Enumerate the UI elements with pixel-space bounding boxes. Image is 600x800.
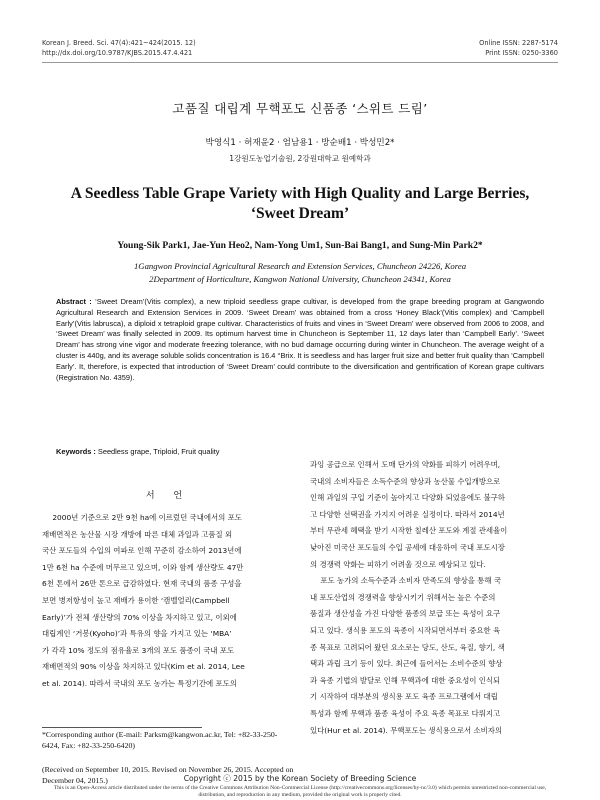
abstract: [56, 297, 544, 383]
body-line: 낮아진 미국산 포도들의 수입 공세에 대응하여 국내 포도시장: [310, 542, 505, 552]
license-notice: This is an Open-Access article distributed under the terms of the Creative Commons Attribution Non-Commercial License (http://creativecommons.org/licenses/by-nc/3.0) which permits unrestricted non-commercial use, distribution, and reproduction in any medium, provided the original work is properly cited.: [53, 785, 547, 798]
english-title-line-1: A Seedless Table Grape Variety with High Quality and Large Berries,: [70, 185, 530, 202]
english-title-line-2: ‘Sweet Dream’: [250, 205, 350, 222]
body-column-right: [310, 457, 560, 739]
english-authors: Young-Sik Park1, Jae-Yun Heo2, Nam-Yong Um1, Sun-Bai Bang1, and Sung-Min Park2*: [117, 240, 483, 251]
keywords: [56, 447, 544, 456]
copyright-notice: Copyright ⓒ 2015 by the Korean Society of Breeding Science: [183, 774, 417, 783]
body-line: 인해 과일의 구입 기준이 높아지고 다양화 되었음에도 불구하: [310, 493, 505, 503]
body-line: 종 목표로 고려되어 왔던 요소로는 당도, 산도, 육질, 향기, 색: [310, 642, 505, 652]
abstract-text: ‘Sweet Dream’(Vitis complex), a new triploid seedless grape cultivar, is developed from the grape breeding program at Gangwondo Agricultural Research and Extension Services in 2009. ‘Sweet Dream’ was obtained from a cross ‘Honey Black’(Vitis complex) and ‘Campbell Early’(Vitis labrusca), a diploid x tetraploid grape cultivar. Characteristics of fruits and vines in ‘Sweet Dream’ were observed from 2006 to 2008, and ‘Sweet Dream’ was finally selected in 2009. Its optimum harvest time in Chuncheon is September 11, 12 days later than ‘Campbell Early’. ‘Sweet Dream’ has strong vine vigor and moderate freezing tolerance, with no bud damage occurring during winter in Chuncheon. The average weight of a cluster is 440g, and its average soluble solids concentration is 16.4 °Brix. It is seedless and has larger fruit size and better fruit quality than ‘Campbell Early’. It, therefore, is expected that introduction of ‘Sweet Dream’ could contribute to the diversification and gentrification of Korean grape cultivars (Registration No. 4359).: [56, 297, 544, 382]
affiliation-2: 2Department of Horticulture, Kangwon National University, Chuncheon 24341, Korea: [149, 274, 451, 284]
body-line: 특성과 함께 무핵과 품종 육성이 주요 육종 목표로 다뤄지고: [310, 708, 501, 718]
body-line: 국산 포도들의 수입의 여파로 인해 꾸준히 감소하여 2013년에: [42, 546, 242, 556]
body-column-left: [42, 510, 294, 693]
body-line: 품질과 생산성을 가진 다양한 품종의 보급 또는 육성이 요구: [310, 609, 501, 619]
body-line: 과 육종 기법의 발달로 인해 무핵과에 대한 중요성이 인식되: [310, 675, 501, 685]
abstract-label: Abstract :: [56, 297, 92, 306]
body-line: 기 시작하여 대부분의 생식용 포도 육종 프로그램에서 대립: [310, 692, 498, 702]
body-line: 보면 병저항성이 높고 재배가 용이한 ‘캠벨얼리(Campbell: [42, 595, 230, 605]
body-line: 있다(Hur et al. 2014). 무핵포도는 생식용으로서 소비자의: [310, 725, 503, 735]
print-issn: Print ISSN: 0250-3360: [485, 49, 558, 57]
body-line: 택과 과립 크기 등이 있다. 최근에 들어서는 소비수준의 향상: [310, 659, 503, 669]
body-line: 과잉 공급으로 인해서 도매 단가의 약화를 피하기 어려우며,: [310, 460, 501, 469]
body-line: 고 다양한 선택권을 가지지 어려운 실정이다. 따라서 2014년: [310, 509, 505, 519]
english-affiliations: [0, 260, 600, 286]
doi-link[interactable]: http://dx.doi.org/10.9787/KJBS.2015.47.4.421: [42, 49, 193, 57]
body-line: 가 각각 10% 정도의 점유율로 3개의 포도 품종이 국내 포도: [42, 645, 235, 655]
body-line: 부터 무관세 혜택을 받기 시작한 칠레산 포도와 계절 관세율이: [310, 526, 508, 536]
footnote-divider: [42, 727, 202, 728]
body-line: 2000년 기준으로 2만 9천 ha에 이르렀던 국내에서의 포도: [52, 513, 242, 522]
header-divider: [42, 62, 558, 63]
journal-citation: Korean J. Breed. Sci. 47(4):421~424(2015. 12): [42, 39, 196, 47]
online-issn: Online ISSN: 2287-5174: [479, 39, 558, 47]
running-header-right: [479, 38, 558, 58]
corresponding-author-note: *Corresponding author (E-mail: Parksm@kangwon.ac.kr, Tel: +82-33-250-6424, Fax: +82-33-250-6420): [42, 730, 278, 750]
body-line: 대립계인 ‘거봉(Kyoho)’과 특유의 향을 가지고 있는 ‘MBA’: [42, 629, 232, 639]
body-line: 재배면적의 90% 이상을 차지하고 있다(Kim et al. 2014, Lee: [42, 662, 245, 672]
running-header-left: [42, 38, 196, 58]
section-heading-introduction: 서 언: [145, 491, 191, 501]
body-line: 의 경쟁력 약화는 피하기 어려울 것으로 예상되고 있다.: [310, 559, 486, 569]
body-line: et al. 2014). 따라서 국내의 포도 농가는 특정기간에 포도의: [42, 678, 237, 688]
english-title: [50, 184, 550, 224]
korean-authors: 박영식1 · 허재윤2 · 엄남용1 · 방순배1 · 박성민2*: [205, 138, 395, 148]
body-line: 1만 6천 ha 수준에 머무르고 있으며, 이와 함께 생산량도 47만: [42, 562, 244, 572]
body-line: 되고 있다. 생식용 포도의 육종이 시작되면서부터 중요한 육: [310, 625, 501, 635]
body-line: 내 포도산업의 경쟁력을 향상시키기 위해서는 높은 수준의: [310, 592, 496, 602]
affiliation-1: 1Gangwon Provincial Agricultural Research and Extension Services, Chuncheon 24226, Korea: [133, 261, 467, 271]
keywords-text: Seedless grape, Triploid, Fruit quality: [97, 447, 220, 456]
body-line: 포도 농가의 소득수준과 소비자 만족도의 향상을 통해 국: [320, 576, 502, 586]
body-line: 국내의 소비자들은 소득수준의 향상과 농산물 수입개방으로: [310, 476, 501, 486]
keywords-label: Keywords :: [56, 447, 96, 456]
received-dates-note: (Received on September 10, 2015. Revised on November 26, 2015. Accepted on December 04, 2015.): [42, 765, 294, 785]
korean-title: 고품질 대립계 무핵포도 신품종 ‘스위트 드림’: [172, 101, 428, 116]
body-line: Early)’가 전체 생산량의 70% 이상을 차지하고 있고, 이외에: [42, 612, 237, 622]
body-line: 재배면적은 농산물 시장 개방에 따른 대체 과일과 고품질 외: [42, 529, 233, 539]
korean-affiliation: 1강원도농업기술원, 2강원대학교 원예학과: [229, 154, 371, 163]
body-line: 6천 톤에서 26만 톤으로 급감하였다. 현재 국내의 품종 구성을: [42, 579, 242, 589]
